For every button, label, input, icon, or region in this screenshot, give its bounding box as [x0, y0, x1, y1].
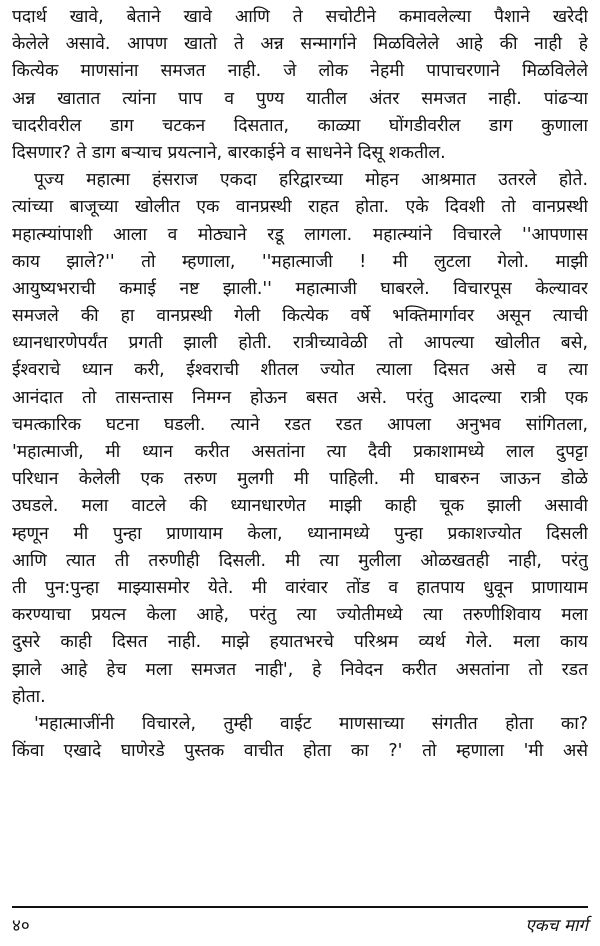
- page-footer: [12, 912, 588, 940]
- text-line: चमत्कारिक घटना घडली. त्याने रडत रडत आपला अनुभव सांगितला,: [12, 414, 588, 435]
- text-line: आयुष्यभराची कमाई नष्ट झाली.'' महात्माजी घाबरले. विचारपूस केल्यावर: [12, 278, 588, 299]
- text-line: आनंदात तो तासन्तास निमग्न होऊन बसत असे. परंतु आदल्या रात्री एक: [12, 387, 588, 408]
- text-line: होता.: [12, 686, 46, 707]
- text-line: त्यांच्या बाजूच्या खोलीत एक वानप्रस्थी राहत होता. एके दिवशी तो वानप्रस्थी: [12, 197, 588, 218]
- text-line: परिधान केलेली एक तरुण मुलगी मी पाहिली. मी घाबरुन जाऊन डोळे: [12, 469, 588, 490]
- text-line: 'महात्माजींनी विचारले, तुम्ही वाईट माणसाच्या संगतीत होता का?: [34, 713, 588, 734]
- text-line: महात्म्यांपाशी आला व मोठ्याने रडू लागला. महात्म्यांने विचारले ''आपणास: [12, 224, 588, 245]
- text-line: अन्न खातात त्यांना पाप व पुण्य यातील अंतर समजत नाही. पांढऱ्या: [12, 88, 588, 109]
- book-title: एकच मार्ग: [525, 916, 588, 936]
- text-line: ती पुन:पुन्हा माझ्यासमोर येते. मी वारंवार तोंड व हातपाय धुवून प्राणायाम: [12, 577, 588, 598]
- text-line: किंवा एखादे घाणेरडे पुस्तक वाचीत होता का ?' तो म्हणाला 'मी असे: [12, 741, 588, 762]
- text-line: केलेले असावे. आपण खातो ते अन्न सन्मार्गाने मिळविलेले आहे की नाही हे: [12, 34, 588, 55]
- text-line: ध्यानधारणेपर्यंत प्रगती झाली होती. रात्रीच्यावेळी तो आपल्या खोलीत बसे,: [12, 333, 588, 354]
- text-line: समजले की हा वानप्रस्थी गेली कित्येक वर्षे भक्तिमार्गावर असून त्याची: [12, 306, 588, 327]
- text-line: झाले आहे हेच मला समजत नाही', हे निवेदन करीत असतांना तो रडत: [12, 659, 588, 680]
- text-line: आणि त्यात ती तरुणीही दिसली. मी त्या मुलीला ओळखतही नाही, परंतु: [12, 550, 588, 571]
- text-line: दिसणार? ते डाग बऱ्याच प्रयत्नाने, बारकाईने व साधनेने दिसू शकतील.: [12, 142, 446, 163]
- page-number: ४०: [12, 916, 30, 936]
- text-line: पूज्य महात्मा हंसराज एकदा हरिद्वारच्या मोहन आश्रमात उतरले होते.: [34, 170, 588, 191]
- body-text: [12, 4, 588, 765]
- text-line: काय झाले?'' तो म्हणाला, ''महात्माजी ! मी लुटला गेलो. माझी: [12, 251, 588, 272]
- text-line: दुसरे काही दिसत नाही. माझे हयातभरचे परिश्रम व्यर्थ गेले. मला काय: [12, 632, 588, 653]
- text-line: पदार्थ खावे, बेताने खावे आणि ते सचोटीने कमावलेल्या पैशाने खरेदी: [12, 7, 588, 27]
- text-line: ईश्वराचे ध्यान करी, ईश्वराची शीतल ज्योत त्याला दिसत असे व त्या: [12, 360, 588, 381]
- text-line: 'महात्माजी, मी ध्यान करीत असतांना त्या दैवी प्रकाशामध्ये लाल दुपट्टा: [12, 442, 588, 462]
- text-line: चादरीवरील डाग चटकन दिसतात, काळ्या घोंगडीवरील डाग कुणाला: [12, 115, 588, 136]
- text-line: म्हणून मी पुन्हा प्राणायाम केला, ध्यानामध्ये पुन्हा प्रकाशज्योत दिसली: [12, 523, 588, 544]
- text-line: करण्याचा प्रयत्न केला आहे, परंतु त्या ज्योतीमध्ये त्या तरुणीशिवाय मला: [12, 605, 588, 626]
- text-line: उघडले. मला वाटले की ध्यानधारणेत माझी काही चूक झाली असावी: [12, 496, 588, 517]
- footer-divider: [12, 906, 588, 908]
- text-line: कित्येक माणसांना समजत नाही. जे लोक नेहमी पापाचरणाने मिळविलेले: [12, 61, 588, 82]
